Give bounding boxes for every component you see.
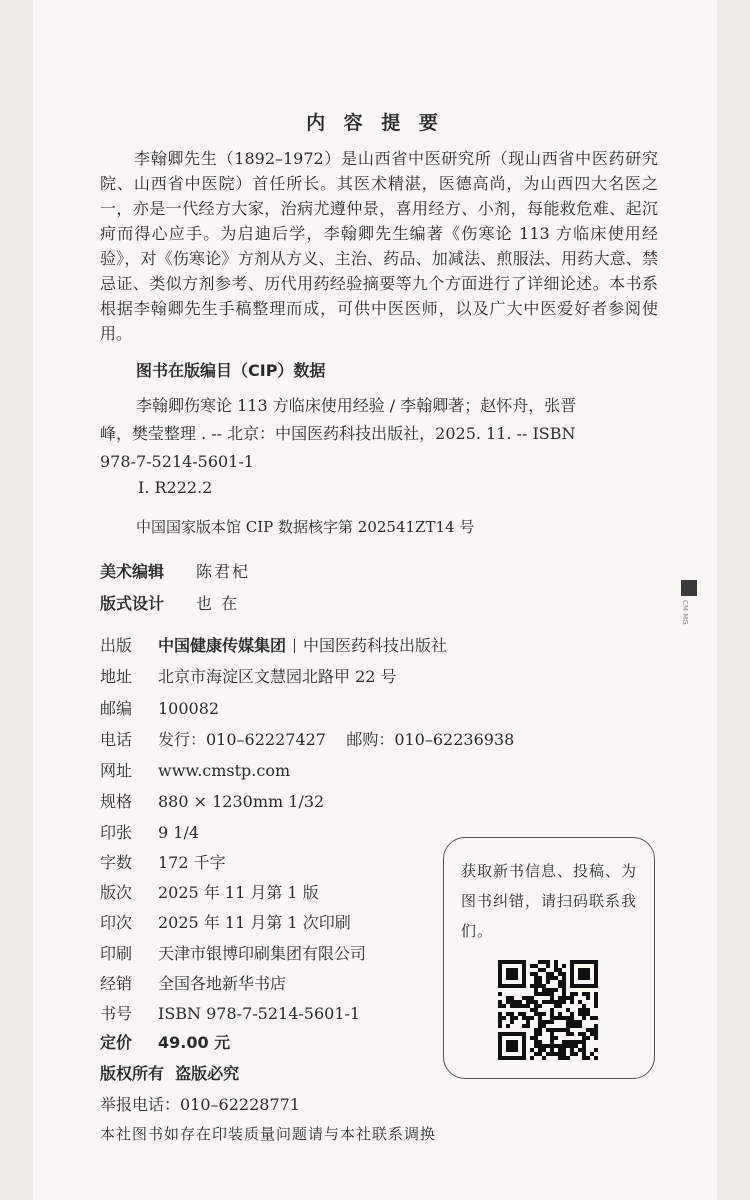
qr-code[interactable] (498, 960, 598, 1060)
qr-box (443, 837, 655, 1079)
detail-row (100, 789, 324, 812)
cip-body: 李翰卿伤寒论 113 方临床使用经验 / 李翰卿著；赵怀舟，张晋峰，樊莹整理 . -- 北京：中国医药科技出版社，2025. 11. -- ISBN 978-7-5214-5601-1 (100, 396, 577, 471)
detail-label: 印张 (100, 823, 133, 842)
footer-note: 本社图书如存在印装质量问题请与本社联系调换 (100, 1125, 437, 1143)
logo-icon (681, 580, 697, 596)
detail-label: 印刷 (100, 944, 133, 963)
detail-value: 2025 年 11 月第 1 次印刷 (158, 913, 351, 932)
qr-box-text: 获取新书信息、投稿、为图书纠错，请扫码联系我们。 (461, 862, 638, 940)
detail-value: 172 千字 (158, 853, 226, 872)
detail-row (100, 941, 366, 964)
side-mark-text: CM MG (681, 600, 689, 625)
detail-label: 地址 (100, 667, 133, 686)
detail-label: 邮编 (100, 699, 133, 718)
side-logo-mark (681, 580, 697, 625)
detail-value: ISBN 978-7-5214-5601-1 (158, 1004, 361, 1023)
page-title: 内 容 提 要 (306, 112, 444, 134)
publisher-press: 中国医药科技出版社 (303, 636, 448, 655)
detail-label: 规格 (100, 792, 133, 811)
staff-value: 也 在 (196, 594, 240, 613)
detail-label: 版次 (100, 883, 133, 902)
staff-label: 版式设计 (100, 594, 165, 613)
detail-label: 电话 (100, 730, 133, 749)
staff-label: 美术编辑 (100, 562, 165, 581)
publisher-row (100, 633, 447, 656)
detail-row (100, 850, 226, 873)
detail-label: 印次 (100, 913, 133, 932)
detail-value: 全国各地新华书店 (158, 974, 287, 993)
detail-row (100, 880, 319, 903)
detail-value: 880 × 1230mm 1/32 (158, 792, 325, 811)
price-row (100, 1030, 230, 1053)
detail-row (100, 910, 351, 933)
detail-value: 9 1/4 (158, 823, 200, 842)
staff-value: 陈君杞 (196, 562, 251, 581)
detail-value: 发行：010–62227427 邮购：010–62236938 (158, 730, 515, 749)
detail-label: 经销 (100, 974, 133, 993)
report-hotline: 举报电话：010–62228771 (100, 1095, 300, 1114)
detail-value: 2025 年 11 月第 1 版 (158, 883, 319, 902)
cip-classification: Ⅰ. R222.2 (138, 478, 213, 497)
detail-label: 书号 (100, 1004, 133, 1023)
detail-row (100, 1001, 360, 1024)
detail-row (100, 664, 397, 687)
detail-row (100, 971, 286, 994)
detail-label: 出版 (100, 636, 133, 655)
cip-heading: 图书在版编目（CIP）数据 (136, 361, 326, 380)
price-label: 定价 (100, 1033, 133, 1052)
detail-value: www.cmstp.com (158, 761, 291, 780)
detail-value: 北京市海淀区文慧园北路甲 22 号 (158, 667, 397, 686)
detail-row (100, 727, 514, 750)
publisher-separator (294, 639, 295, 653)
copyright-notice: 版权所有 盗版必究 (100, 1064, 240, 1083)
publisher-group: 中国健康传媒集团 (158, 636, 287, 655)
detail-row (100, 758, 290, 781)
detail-label: 网址 (100, 761, 133, 780)
detail-value: 天津市银博印刷集团有限公司 (158, 944, 367, 963)
detail-value: 100082 (158, 699, 220, 718)
staff-art-editor (100, 559, 250, 582)
abstract-text: 李翰卿先生（1892–1972）是山西省中医研究所（现山西省中医药研究院、山西省中医院）首任所长。其医术精湛，医德高尚，为山西四大名医之一，亦是一代经方大家，治病尤遵仲景，喜用经方、小剂，每能救危难、起沉疴而得心应手。为启迪后学，李翰卿先生编著《伤寒论 113 方临床使用经验》，对《伤寒论》方剂从方义、主治、药品、加减法、煎服法、用药大意、禁忌证、类似方剂参考、历代用药经验摘要等九个方面进行了详细论述。本书系根据李翰卿先生手稿整理而成，可供中医医师，以及广大中医爱好者参阅使用。 (100, 149, 658, 343)
detail-label: 字数 (100, 853, 133, 872)
price-value: 49.00 元 (158, 1033, 231, 1052)
detail-row (100, 820, 199, 843)
staff-layout-design (100, 591, 239, 614)
cip-verify-number: 中国国家版本馆 CIP 数据核字第 202541ZT14 号 (136, 518, 475, 536)
detail-row (100, 696, 219, 719)
